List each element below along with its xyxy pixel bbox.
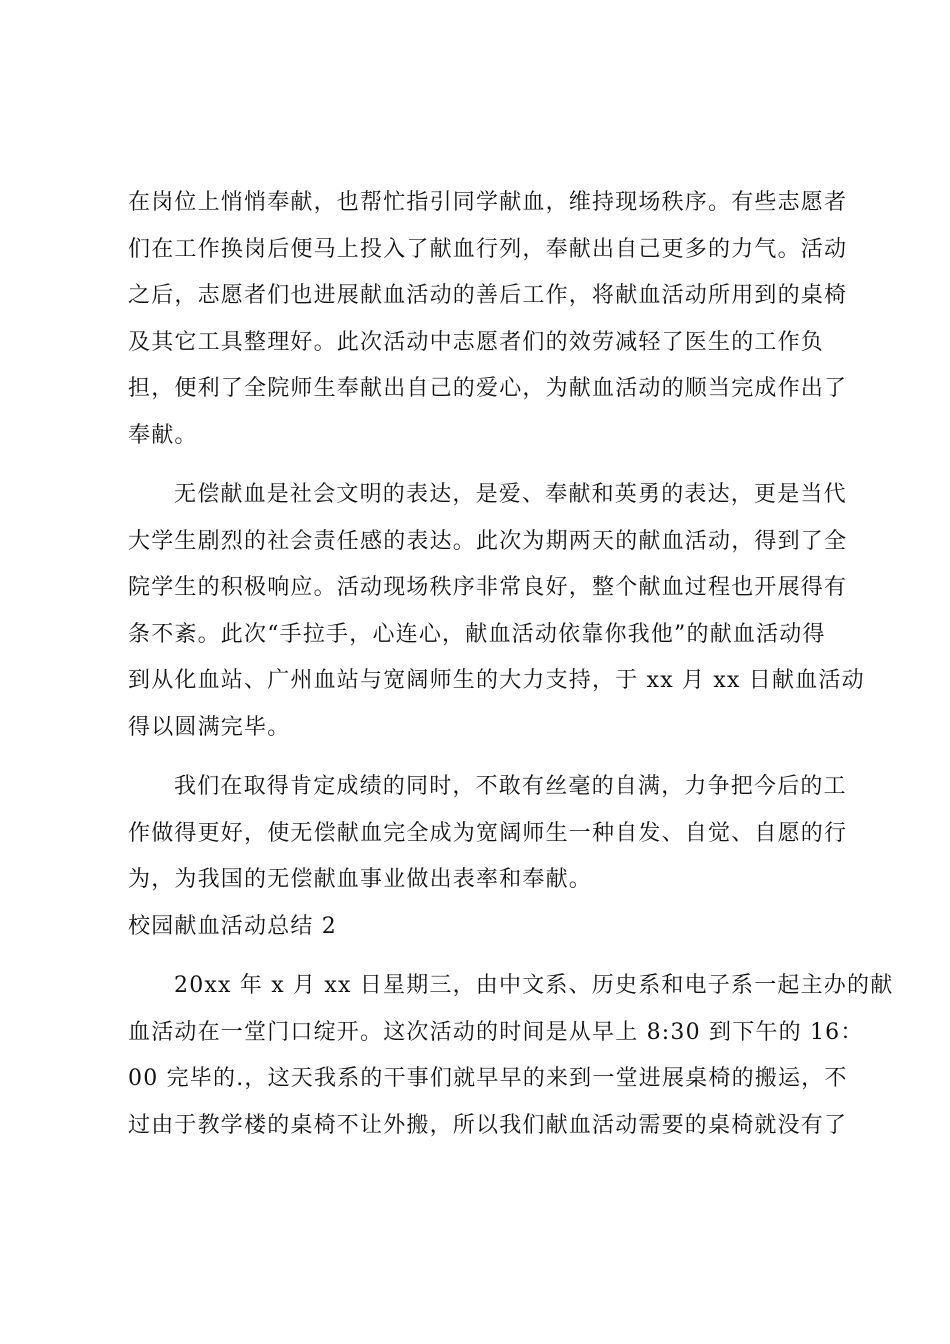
document-body: [128, 180, 894, 1149]
text-line: 作做得更好，使无偿献血完全成为宽阔师生一种自发、自觉、自愿的行: [128, 820, 848, 846]
text-line: 奉献。: [128, 422, 198, 448]
text-line: 得以圆满完毕。: [128, 714, 291, 740]
text-line: 过由于教学楼的桌椅不让外搬，所以我们献血活动需要的桌椅就没有了: [128, 1112, 848, 1138]
section-heading: 校园献血活动总结 2: [128, 913, 337, 939]
text-line: 为，为我国的无偿献血事业做出表率和奉献。: [128, 867, 593, 892]
paragraph-1: [128, 180, 848, 459]
paragraph-2: [128, 472, 865, 751]
text-line: 20xx 年 x 月 xx 日星期三，由中文系、历史系和电子系一起主办的献: [174, 973, 894, 998]
text-line: 及其它工具整理好。此次活动中志愿者们的效劳减轻了医生的工作负: [128, 329, 825, 355]
text-line: 到从化血站、广州血站与宽阔师生的大力支持，于 xx 月 xx 日献血活动: [128, 668, 865, 693]
paragraph-4: [128, 963, 894, 1149]
paragraph-3: [128, 764, 848, 904]
text-line: 之后，志愿者们也进展献血活动的善后工作，将献血活动所用到的桌椅: [128, 283, 848, 308]
text-line: 们在工作换岗后便马上投入了献血行列，奉献出自己更多的力气。活动: [128, 236, 848, 262]
text-line: 无偿献血是社会文明的表达，是爱、奉献和英勇的表达，更是当代: [174, 482, 847, 507]
text-line: 担，便利了全院师生奉献出自己的爱心，为献血活动的顺当完成作出了: [128, 376, 848, 401]
text-line: 大学生剧烈的社会责任感的表达。此次为期两天的献血活动，得到了全: [128, 528, 848, 554]
text-line: 条不紊。此次“手拉手，心连心，献血活动依靠你我他”的献血活动得: [128, 621, 826, 647]
text-line: 在岗位上悄悄奉献，也帮忙指引同学献血，维持现场秩序。有些志愿者: [128, 190, 848, 215]
text-line: 血活动在一堂门口绽开。这次活动的时间是从早上 8:30 到下午的 16：: [128, 1019, 864, 1045]
text-line: 00 完毕的.，这天我系的干事们就早早的来到一堂进展桌椅的搬运，不: [128, 1066, 848, 1091]
text-line: 我们在取得肯定成绩的同时，不敢有丝毫的自满，力争把今后的工: [174, 774, 847, 799]
text-line: 院学生的积极响应。活动现场秩序非常良好，整个献血过程也开展得有: [128, 575, 848, 600]
